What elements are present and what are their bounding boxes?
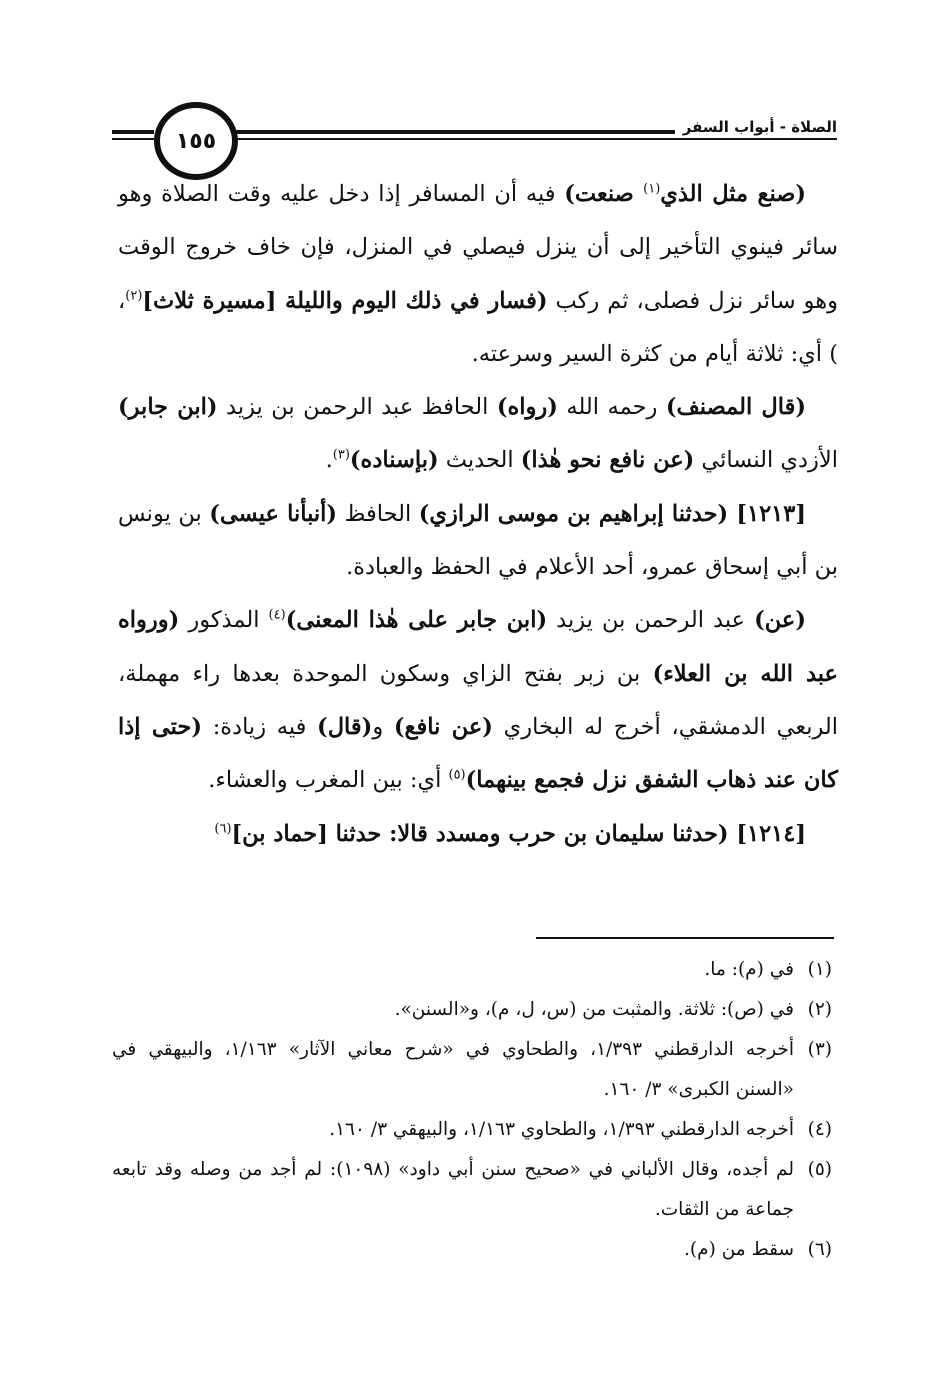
footnote-ref: (٣) (332, 447, 350, 463)
bold-text: (عن) (754, 607, 806, 634)
header-rule (112, 138, 154, 140)
paragraph (118, 594, 838, 807)
page-number: ١٥٥ (154, 102, 238, 180)
header-rule (192, 138, 837, 140)
footnote-separator (536, 937, 834, 939)
footnote-text: سقط من (م). (684, 1239, 794, 1260)
footnote-number: (٢) (807, 999, 832, 1020)
paragraph (118, 808, 838, 861)
footnote (112, 1110, 832, 1150)
header-rule (112, 130, 154, 134)
bold-text: (رواه) (496, 394, 558, 421)
text-run: عبد الرحمن بن يزيد (547, 607, 755, 634)
bold-text: (عن نافع نحو هٰذا) (520, 447, 695, 474)
bold-text: صنعت) (564, 181, 644, 207)
bold-text: (بإسناده) (349, 447, 439, 474)
bold-text: (حتى إذا كان عند ذهاب الشفق نزل فجمع بينهما) (118, 713, 838, 794)
bold-text: (ورواه عبد الله بن العلاء) (118, 607, 838, 687)
footnote-number: (٥) (807, 1159, 832, 1180)
footnote-ref: (٢) (125, 288, 143, 304)
paragraph (118, 488, 838, 595)
footnote-ref: (١) (643, 181, 661, 197)
bold-text: (صنع مثل الذي (660, 181, 806, 207)
footnote-text: لم أجده، وقال الألباني في «صحيح سنن أبي داود» (١٠٩٨): لم أجد من وصله وقد تابعه جماعة من الثقات. (112, 1159, 795, 1220)
footnote-ref: (٤) (268, 607, 286, 623)
footnote-text: أخرجه الدارقطني ١/٣٩٣، والطحاوي في «شرح معاني الآثار» ١/١٦٣، والبيهقي في «السنن الكبرى» ٣/ ١٦٠. (112, 1039, 794, 1100)
text-run: بن يونس بن أبي إسحاق عمرو، أحد الأعلام في الحفظ والعبادة. (118, 500, 838, 581)
footnote-text: في (م): ما. (704, 959, 794, 980)
bold-text: (قال المصنف) (665, 394, 807, 421)
text-run: بن زبر بفتح الزاي وسكون الموحدة بعدها راء مهملة، الربعي الدمشقي، أخرج له البخاري (118, 660, 838, 740)
paragraph (118, 168, 838, 381)
footnote-ref: (٥) (448, 767, 466, 783)
bold-text: (أنبأنا عيسى) (209, 500, 338, 527)
text-run: فيه أن المسافر إذا دخل عليه وقت الصلاة وهو سائر فينوي التأخير إلى أن ينزل فيصلي في المنزل، فإن خاف خروج الوقت وهو سائر نزل فصلى، ثم ركب (118, 181, 838, 314)
footnote-number: (١) (807, 959, 832, 980)
text-run: ، ) أي: ثلاثة أيام من كثرة السير وسرعته. (118, 287, 838, 367)
bold-text: [١٢١٣] (حدثنا إبراهيم بن موسى الرازي) (418, 500, 806, 527)
bold-text: (عن نافع) (393, 713, 493, 740)
text-run: الحديث (438, 447, 521, 474)
text-run: الحافظ (337, 500, 419, 527)
page-header (112, 100, 837, 170)
footnote-number: (٤) (807, 1119, 832, 1140)
footnotes (112, 950, 832, 1270)
text-run: . (325, 447, 333, 474)
footnote (112, 1030, 832, 1110)
bold-text: (ابن جابر على هٰذا المعنى) (285, 607, 548, 634)
text-run: الحافظ عبد الرحمن بن يزيد (217, 394, 497, 421)
bold-text: (ابن جابر) (118, 394, 218, 421)
text-run: أي: بين المغرب والعشاء. (208, 767, 449, 794)
text-run: و (372, 713, 394, 740)
bold-text: [١٢١٤] (حدثنا سليمان بن حرب ومسدد قالا: حدثنا [حماد بن] (231, 820, 806, 847)
bold-text: (فسار في ذلك اليوم والليلة [مسيرة ثلاث] (142, 287, 548, 314)
footnote-text: في (ص): ثلاثة. والمثبت من (س، ل، م)، و«السنن». (394, 999, 794, 1020)
text-run: المذكور (179, 607, 269, 634)
footnote (112, 1150, 832, 1230)
text-run: رحمه الله (557, 394, 666, 421)
main-text (118, 168, 838, 861)
running-title: الصلاة - أبواب السفر (675, 118, 837, 136)
text-run: الأزدي النسائي (694, 447, 838, 474)
text-run: فيه زيادة: (202, 713, 318, 740)
footnote-text: أخرجه الدارقطني ١/٣٩٣، والطحاوي ١/١٦٣، والبيهقي ٣/ ١٦٠. (329, 1119, 794, 1140)
footnote-number: (٦) (807, 1239, 832, 1260)
footnote-number: (٣) (807, 1039, 832, 1060)
footnote-ref: (٦) (214, 821, 232, 837)
footnote (112, 950, 832, 990)
footnote (112, 990, 832, 1030)
bold-text: (قال) (317, 713, 373, 740)
paragraph (118, 381, 838, 488)
footnote (112, 1230, 832, 1270)
